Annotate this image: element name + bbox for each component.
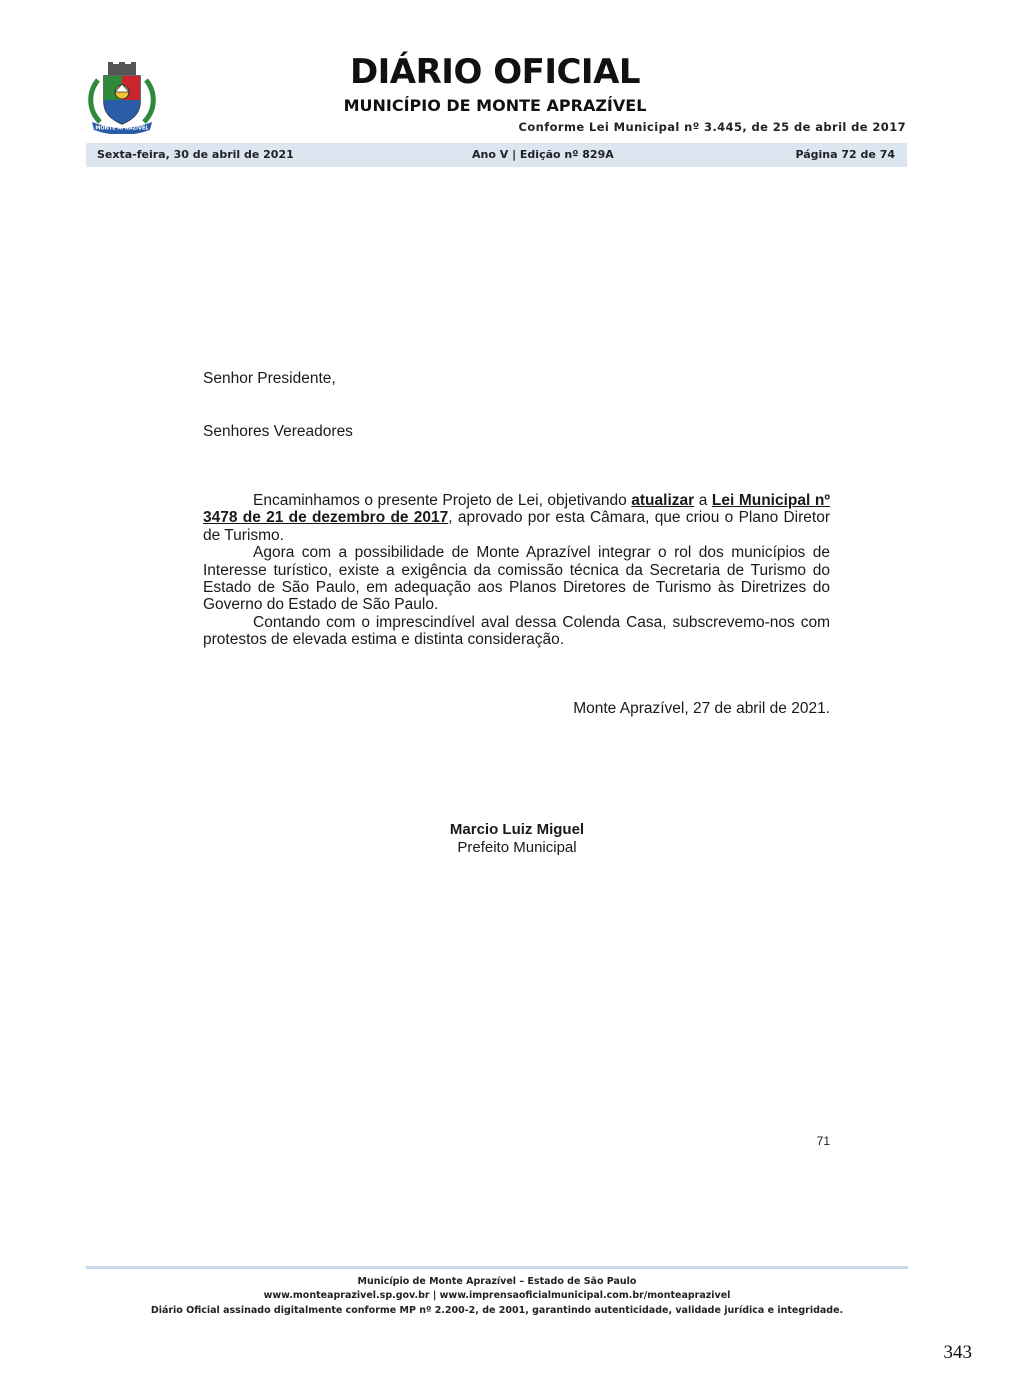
letter-body <box>203 492 830 649</box>
municipality-subtitle: MUNICÍPIO DE MONTE APRAZÍVEL <box>343 96 647 115</box>
paragraph-text: , aprovado por esta Câmara, que criou o Plano Diretor de Turismo. <box>203 509 830 544</box>
page-indicator: Página 72 de 74 <box>795 148 895 161</box>
letter-paragraph: Agora com a possibilidade de Monte Aprazível integrar o rol dos municípios de Interesse turístico, existe a exigência da comissão técnica da Secretaria de Turismo do Estado de São Paulo, em adequação aos Planos Diretores de Turismo às Diretrizes do Governo do Estado de São Paulo. <box>203 544 830 614</box>
footer-signature-note: Diário Oficial assinado digitalmente conforme MP nº 2.200-2, de 2001, garantindo autenticidade, validade jurídica e integridade. <box>150 1305 844 1316</box>
edition-number: Ano V | Edição nº 829A <box>472 148 614 161</box>
greeting-president: Senhor Presidente, <box>203 370 336 387</box>
document-page-number: 71 <box>816 1134 830 1148</box>
greeting-councilors: Senhores Vereadores <box>203 423 353 440</box>
footer-divider <box>86 1266 908 1269</box>
signer-name: Marcio Luiz Miguel <box>449 821 585 838</box>
paragraph-text: a <box>694 492 712 509</box>
letter-paragraph <box>203 492 830 544</box>
edition-info-bar <box>86 143 907 167</box>
law-citation: Lei Municipal nº 3478 de 21 de dezembro de 2017 <box>203 492 830 527</box>
sheet-stamp-number: 343 <box>943 1342 972 1363</box>
municipal-crest-logo <box>84 62 160 134</box>
publication-date: Sexta-feira, 30 de abril de 2021 <box>97 148 294 161</box>
crest-ribbon-text: MONTE APRAZÍVEL <box>95 125 149 132</box>
place-and-date: Monte Aprazível, 27 de abril de 2021. <box>573 700 830 717</box>
emphasis-atualizar: atualizar <box>631 492 695 509</box>
footer-websites: www.monteaprazivel.sp.gov.br | www.imprensaoficialmunicipal.com.br/monteaprazivel <box>263 1290 731 1301</box>
footer-municipality: Município de Monte Aprazível – Estado de São Paulo <box>357 1276 637 1287</box>
signer-role: Prefeito Municipal <box>457 839 577 856</box>
letter-paragraph: Contando com o imprescindível aval dessa Colenda Casa, subscrevemo-nos com protestos de elevada estima e distinta consideração. <box>203 613 830 649</box>
newspaper-title: DIÁRIO OFICIAL <box>349 52 641 92</box>
paragraph-text: Encaminhamos o presente Projeto de Lei, objetivando <box>253 492 632 509</box>
law-reference: Conforme Lei Municipal nº 3.445, de 25 de abril de 2017 <box>518 120 906 134</box>
